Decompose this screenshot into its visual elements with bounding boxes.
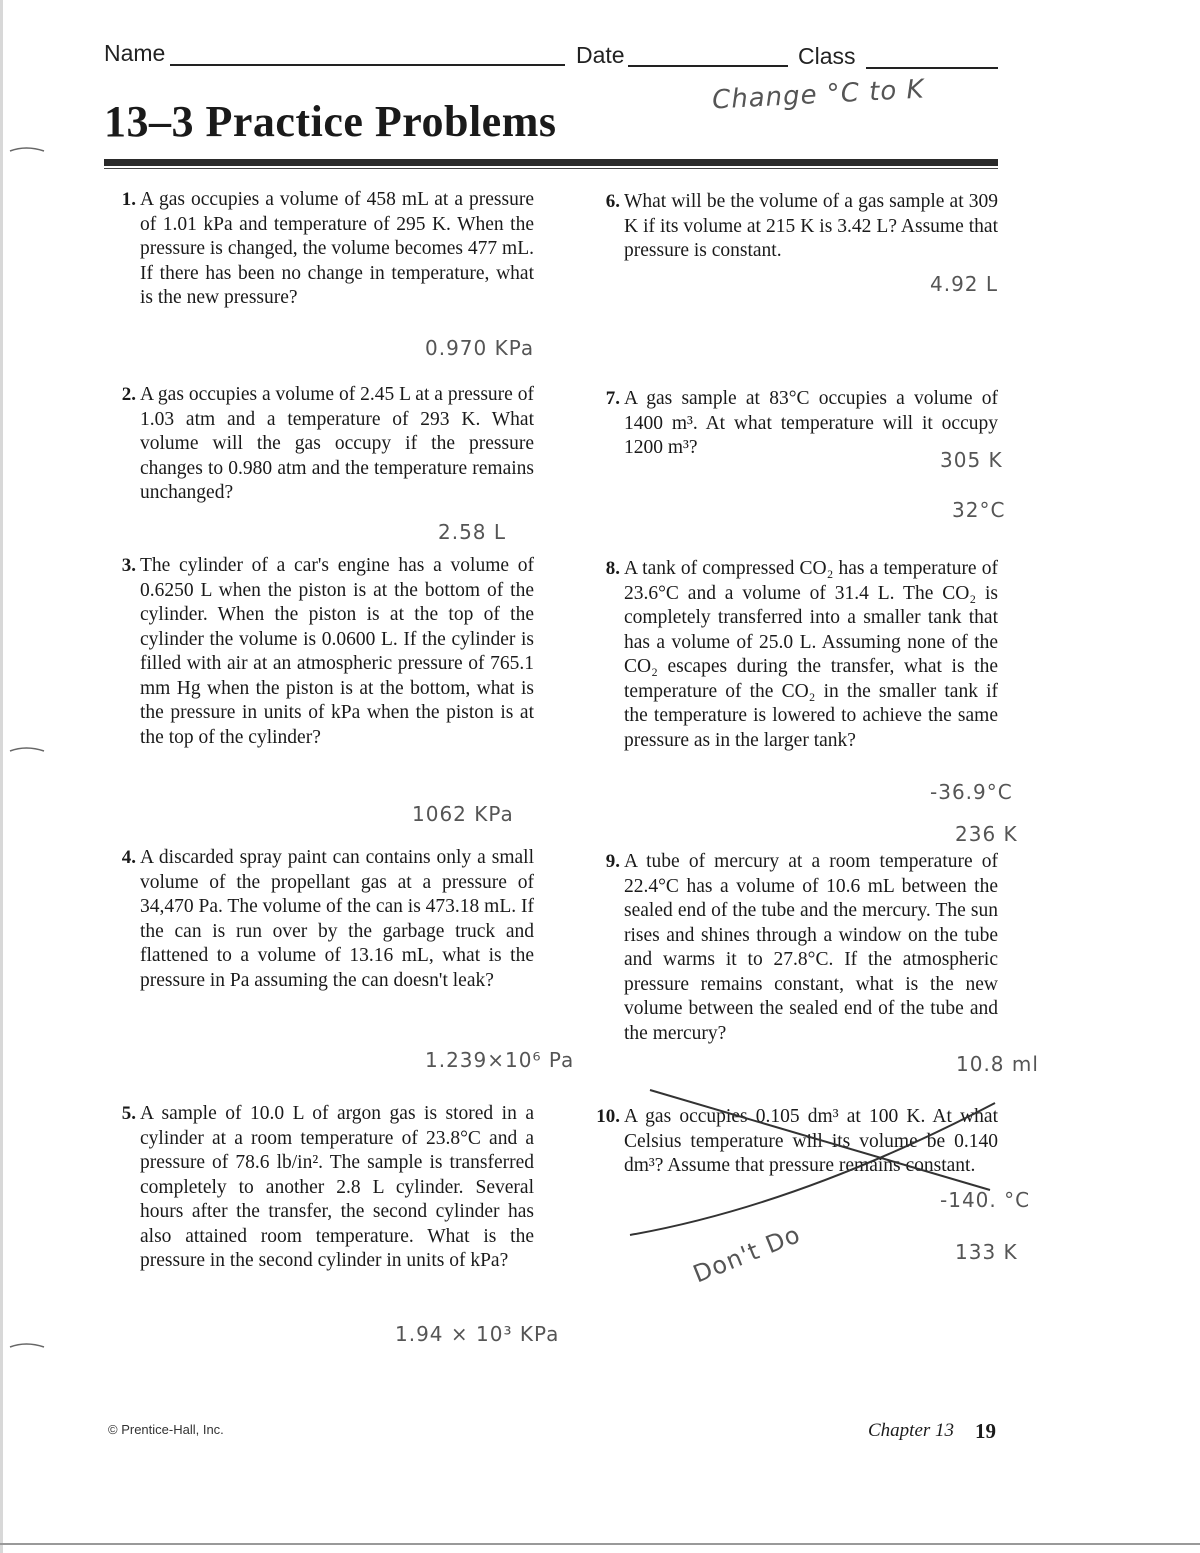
answer-1: 0.970 KPa [425,336,535,360]
problem-number: 2. [121,384,136,405]
problem-8 [586,557,998,753]
answer-10-kelvin: 133 K [955,1240,1018,1264]
problem-text: A tube of mercury at a room temperature of 22.4°C has a volume of 10.6 mL between the sealed end of the tube and the mercury. The sun rises and shines through a window on the tube and warms it to 27.8°C. If the atmospheric pressure remains constant, what is the new volume between the sealed end of the tube and the mercury? [624,851,998,1044]
problem-number: 10. [596,1106,620,1127]
strike-out-marks [600,1085,1020,1245]
problem-number: 8. [605,558,620,579]
date-label: Date [576,42,625,68]
problem-number: 9. [605,851,620,872]
problem-text: A gas sample at 83°C occupies a volume of 1400 m³. At what temperature will it occupy 1200 m³? [624,388,998,458]
dont-do-note: Don't Do [689,1220,805,1289]
scan-border [0,1543,1200,1545]
title-rule-thin [104,168,998,169]
problem-6 [586,190,998,264]
problem-text: A gas occupies a volume of 458 mL at a pressure of 1.01 kPa and temperature of 295 K. When the pressure is changed, the volume becomes 477 mL. If there has been no change in temperature, what is the new pressure? [140,189,534,308]
problem-text: A gas occupies a volume of 2.45 L at a pressure of 1.03 atm and a temperature of 293 K. What volume will the gas occupy if the pressure changes to 0.980 atm and the temperature remains unchanged? [140,384,534,503]
margin-mark [8,740,46,748]
class-label: Class [798,43,856,69]
title-rule [104,159,998,166]
answer-8-celsius: -36.9°C [930,780,1013,804]
name-label: Name [104,40,166,66]
copyright: © Prentice-Hall, Inc. [108,1422,224,1437]
answer-9: 10.8 ml [956,1052,1039,1076]
problem-text: A gas occupies 0.105 dm³ at 100 K. At what Celsius temperature will its volume be 0.140 dm³? Assume that pressure remains constant. [624,1106,998,1176]
answer-10-celsius: -140. °C [940,1188,1031,1212]
problem-9 [586,850,998,1046]
problem-text: A sample of 10.0 L of argon gas is stored in a cylinder at a room temperature of 23.8°C and a pressure of 78.6 lb/in². The sample is transferred completely to another 2.8 L cylinder. Several hours after the transfer, the second cylinder has also attained room temperature. What is the pressure in the second cylinder in units of kPa? [140,1103,534,1271]
problem-1 [102,188,534,311]
problem-number: 1. [121,189,136,210]
problem-2 [102,383,534,506]
problem-3 [102,554,534,750]
problem-text: The cylinder of a car's engine has a volume of 0.6250 L when the piston is at the bottom of the cylinder. When the piston is at the top of the cylinder the volume is 0.0600 L. If the cylinder is filled with air at an atmospheric pressure of 765.1 mm Hg when the piston is at the bottom, what is the pressure in units of kPa when the piston is at the top of the cylinder? [140,555,534,748]
answer-8-kelvin: 236 K [955,822,1018,846]
answer-4: 1.239×10⁶ Pa [425,1048,575,1072]
scan-edge [0,0,3,1553]
problem-text: A tank of compressed CO₂ has a temperature of 23.6°C and a volume of 31.4 L. The CO₂ is completely transferred into a smaller tank that has a volume of 25.0 L. Assuming none of the CO₂ escapes during the transfer, what is the temperature of the CO₂ in the smaller tank if the temperature is lowered to achieve the same pressure as in the larger tank? [624,558,998,751]
problem-number: 7. [605,388,620,409]
problem-7 [586,387,998,461]
class-field[interactable] [866,67,998,69]
problem-5 [102,1102,534,1274]
page-title: 13–3 Practice Problems [104,97,557,146]
answer-5: 1.94 × 10³ KPa [395,1322,560,1346]
problem-text: A discarded spray paint can contains only a small volume of the propellant gas at a pressure of 34,470 Pa. The volume of the can is 473.18 mL. If the can is run over by the garbage truck and flattened to a volume of 13.16 mL, what is the pressure in Pa assuming the can doesn't leak? [140,847,534,991]
chapter-label: Chapter 13 [868,1420,955,1441]
handwritten-note: Change °C to K [711,74,926,116]
answer-7-kelvin: 305 K [940,448,1003,472]
margin-mark [8,140,46,148]
problem-number: 4. [121,847,136,868]
answer-2: 2.58 L [438,520,507,544]
problem-4 [102,846,534,993]
problem-text: What will be the volume of a gas sample at 309 K if its volume at 215 K is 3.42 L? Assume that pressure is constant. [624,191,998,261]
page-number: 19 [975,1419,996,1443]
answer-6: 4.92 L [930,272,999,296]
margin-mark [8,1336,46,1344]
answer-7-celsius: 32°C [952,498,1006,522]
problem-number: 3. [121,555,136,576]
problem-number: 5. [121,1103,136,1124]
answer-3: 1062 KPa [412,802,514,826]
date-field[interactable] [628,65,788,67]
problem-number: 6. [605,191,620,212]
name-field[interactable] [170,64,565,66]
